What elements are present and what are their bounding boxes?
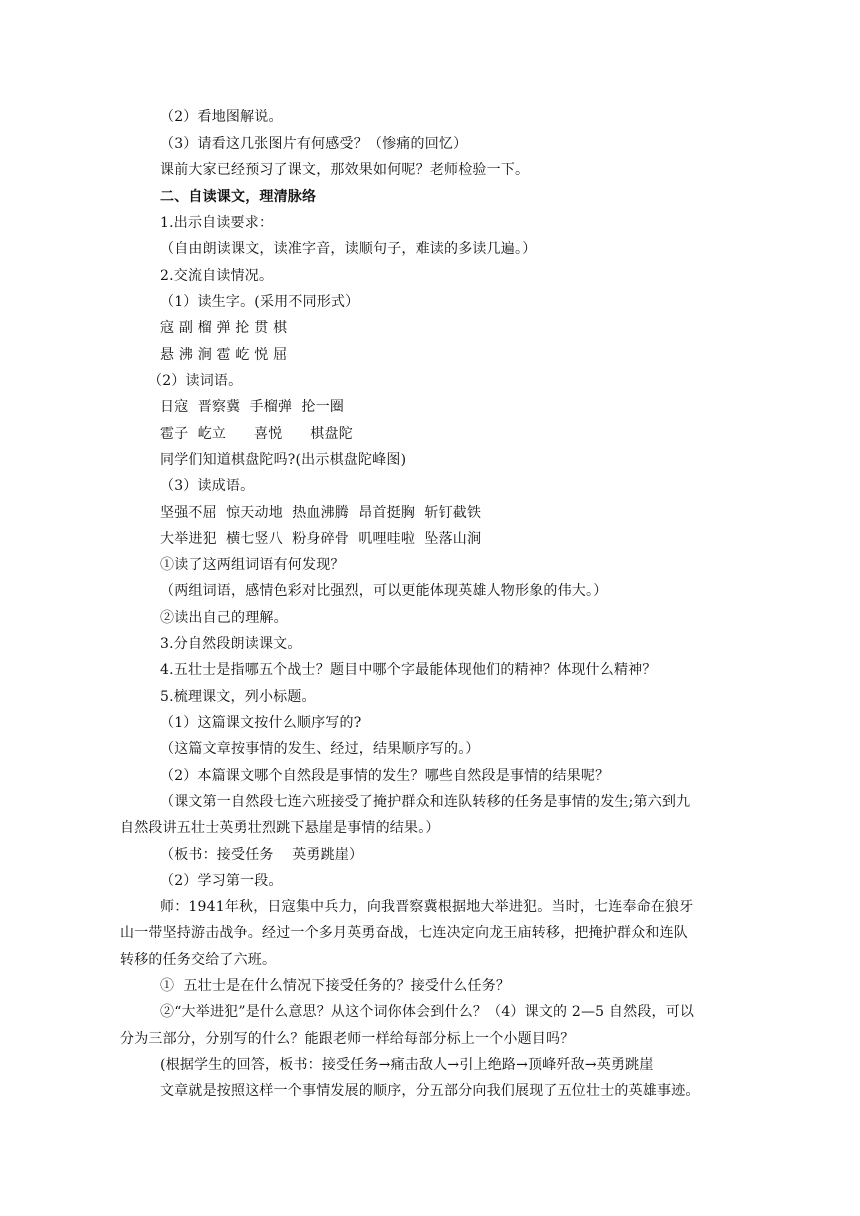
text-line: 日寇 晋察冀 手榴弹 抡一圈 bbox=[160, 399, 345, 415]
text-line: 4.五壮士是指哪五个战士？题目中哪个字最能体现他们的精神？体现什么精神？ bbox=[160, 662, 657, 678]
text-line: 山一带坚持游击战争。经过一个多月英勇奋战，七连决定向龙王庙转移，把掩护群众和连队 bbox=[120, 925, 688, 941]
text-line: ①读了这两组词语有何发现？ bbox=[160, 557, 345, 573]
text-line: ②“大举进犯”是什么意思？从这个词你体会到什么？（4）课文的 2—5 自然段，可以 bbox=[160, 1004, 695, 1020]
section-heading: 二、自读课文，理清脉络 bbox=[160, 189, 317, 205]
text-line: （2）读词语。 bbox=[148, 373, 243, 389]
text-line: 3.分自然段朗读课文。 bbox=[160, 636, 302, 652]
text-line: 雹子 屹立 喜悦 棋盘陀 bbox=[160, 426, 353, 442]
text-line: （板书：接受任务 英勇跳崖） bbox=[160, 847, 364, 863]
text-line: 同学们知道棋盘陀吗?(出示棋盘陀峰图) bbox=[160, 452, 407, 468]
text-line: ① 五壮士是在什么情况下接受任务的？接受什么任务？ bbox=[160, 978, 511, 994]
text-line: （3）读成语。 bbox=[160, 478, 255, 494]
text-line: 2.交流自读情况。 bbox=[160, 268, 274, 284]
text-line: （两组词语，感情色彩对比强烈，可以更能体现英雄人物形象的伟大。） bbox=[160, 583, 608, 599]
text-line: 转移的任务交给了六班。 bbox=[120, 952, 277, 968]
text-line: （1）读生字。(采用不同形式） bbox=[160, 294, 360, 310]
text-line: 分为三部分，分别写的什么？能跟老师一样给每部分标上一个小题目吗？ bbox=[120, 1031, 575, 1047]
text-line: （2）看地图解说。 bbox=[160, 109, 283, 125]
text-line: （2）学习第一段。 bbox=[160, 873, 283, 889]
text-line: （3）请看这几张图片有何感受？（惨痛的回忆） bbox=[160, 136, 468, 152]
text-line: （这篇文章按事情的发生、经过，结果顺序写的。） bbox=[160, 741, 480, 757]
text-line: 文章就是按照这样一个事情发展的顺序，分五部分向我们展现了五位壮士的英雄事迹。 bbox=[160, 1083, 700, 1099]
text-line: 1.出示自读要求： bbox=[160, 215, 274, 231]
text-line: (根据学生的回答，板书：接受任务→痛击敌人→引上绝路→顶峰歼敌→英勇跳崖 bbox=[160, 1057, 654, 1073]
text-line: 大举进犯 横七竖八 粉身碎骨 叽哩哇啦 坠落山涧 bbox=[160, 531, 482, 547]
text-line: 悬 沸 涧 雹 屹 悦 屈 bbox=[160, 347, 288, 363]
text-line: ②读出自己的理解。 bbox=[160, 610, 288, 626]
text-line: 师：1941年秋，日寇集中兵力，向我晋察冀根据地大举进犯。当时，七连奉命在狼牙 bbox=[160, 899, 694, 915]
text-line: （自由朗读课文，读准字音，读顺句子，难读的多读几遍。） bbox=[160, 241, 537, 257]
text-line: 5.梳理课文，列小标题。 bbox=[160, 689, 316, 705]
text-line: 课前大家已经预习了课文，那效果如何呢？老师检验一下。 bbox=[160, 162, 530, 178]
text-line: （1）这篇课文按什么顺序写的? bbox=[160, 715, 362, 731]
text-line: （2）本篇课文哪个自然段是事情的发生？哪些自然段是事情的结果呢？ bbox=[160, 768, 610, 784]
text-line: 坚强不屈 惊天动地 热血沸腾 昂首挺胸 斩钉截铁 bbox=[160, 505, 482, 521]
text-line: 自然段讲五壮士英勇壮烈跳下悬崖是事情的结果。） bbox=[120, 820, 440, 836]
text-line: 寇 副 榴 弹 抡 贯 棋 bbox=[160, 320, 288, 336]
text-line: （课文第一自然段七连六班接受了掩护群众和连队转移的任务是事情的发生;第六到九 bbox=[160, 794, 691, 810]
